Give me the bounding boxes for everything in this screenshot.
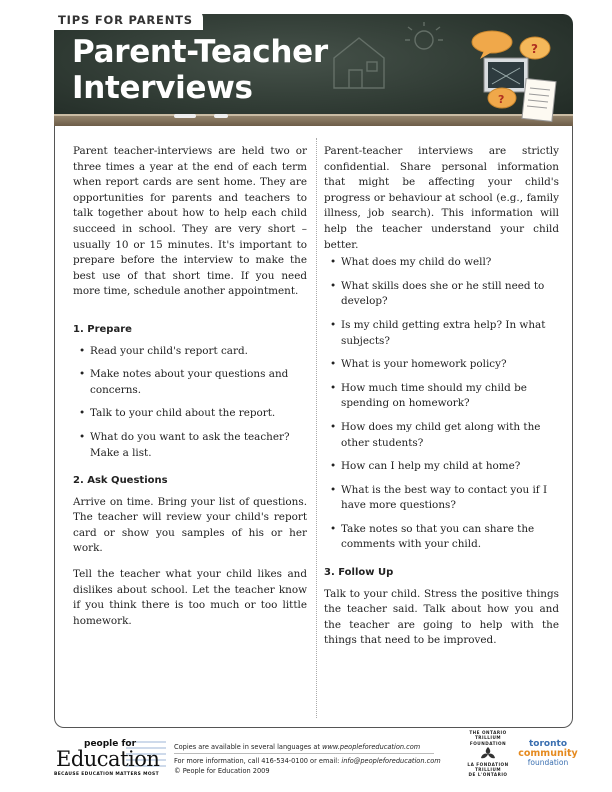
website-link[interactable]: www.peopleforeducation.com [322,743,421,751]
chalk-piece [174,114,196,118]
title-line-2: Interviews [72,70,253,106]
list-item: • How can I help my child at home? [324,459,559,475]
trillium-text: TRILLIUM [474,735,502,741]
copies-text: Copies are available in several languages at [174,743,323,751]
trillium-text: LA FONDATION [467,761,509,767]
question-bubbles-illustration-icon [470,28,562,126]
list-item: • Read your child's report card. [73,344,307,360]
confidential-paragraph: Parent-teacher interviews are strictly confidential. Share personal information that might be affecting your child's progress or behaviour at school (e.g., family illness, job search). This information will help the teacher understand your child better. [324,145,559,251]
list-item: • How does my child get along with the other students? [324,420,559,451]
trillium-foundation-logo [459,730,517,782]
section-heading-prepare: 1. Prepare [73,323,132,335]
toronto-community-foundation-logo [516,740,580,767]
right-column [324,144,559,649]
list-item: • What is your homework policy? [324,357,559,373]
logo-main-text: Education [56,747,160,771]
intro-paragraph: Parent teacher-interviews are held two or three times a year at the end of each term when report cards are sent home. They are opportunities for parents and teachers to talk together about how to help each child succeed in school. They are very short – usually 10 or 15 minutes. It's important to prepare before the interview to make the best use of that short time. If you need more time, schedule another appointment. [73,145,307,298]
contact-text: For more information, call 416-534-0100 or email: [174,757,342,765]
list-item: • What does my child do well? [324,255,559,271]
follow-up-paragraph: Talk to your child. Stress the positive things the teacher said. Talk about how you and the teacher are going to help with the things that need to be improved. [324,587,559,647]
section-heading-ask-questions: 2. Ask Questions [73,475,168,487]
tcf-line-1: toronto [529,739,567,749]
page-title [72,34,328,106]
list-item: • Take notes so that you can share the comments with your child. [324,522,559,553]
trillium-flower-icon [479,746,497,760]
trillium-text: DE L'ONTARIO [468,772,508,778]
list-item: • What skills does she or he still need to develop? [324,279,559,310]
list-item: • How much time should my child be spending on homework? [324,381,559,412]
footer-info [174,742,441,776]
column-divider [316,138,317,718]
list-item: • Make notes about your questions and concerns. [73,367,307,398]
left-column [73,144,307,629]
tcf-line-2: community [518,748,578,759]
svg-text:?: ? [531,42,538,56]
prepare-list [73,344,307,462]
tcf-line-3: foundation [527,758,569,767]
ask-questions-paragraph-2: Tell the teacher what your child likes and dislikes about school. Let the teacher know if you think there is too much or too little homework. [73,568,307,627]
questions-list [324,255,559,553]
svg-text:?: ? [498,93,505,106]
list-item: • What do you want to ask the teacher? Make a list. [73,430,307,461]
section-heading-follow-up: 3. Follow Up [324,567,394,579]
list-item: • What is the best way to contact you if I have more questions? [324,483,559,514]
trillium-text: FOUNDATION [469,740,507,746]
email-link[interactable]: info@peopleforeducation.com [341,757,441,765]
trillium-text: TRILLIUM [474,767,502,773]
list-item: • Is my child getting extra help? In what subjects? [324,318,559,349]
footer [54,730,578,786]
title-line-1: Parent-Teacher [72,34,328,70]
tips-for-parents-tag: TIPS FOR PARENTS [54,10,203,30]
trillium-text: THE ONTARIO [469,730,507,735]
copyright-text: © People for Education 2009 [174,767,270,775]
chalk-piece [214,114,228,118]
logo-top-text: people for [84,739,137,749]
ask-questions-paragraph-1: Arrive on time. Bring your list of questions. The teacher will review your child's report card or show you samples of his or her work. [73,495,307,555]
people-for-education-logo [54,736,166,778]
list-item: • Talk to your child about the report. [73,406,307,422]
logo-tagline: BECAUSE EDUCATION MATTERS MOST [54,772,159,777]
chalk-house-drawing-icon [304,18,474,108]
